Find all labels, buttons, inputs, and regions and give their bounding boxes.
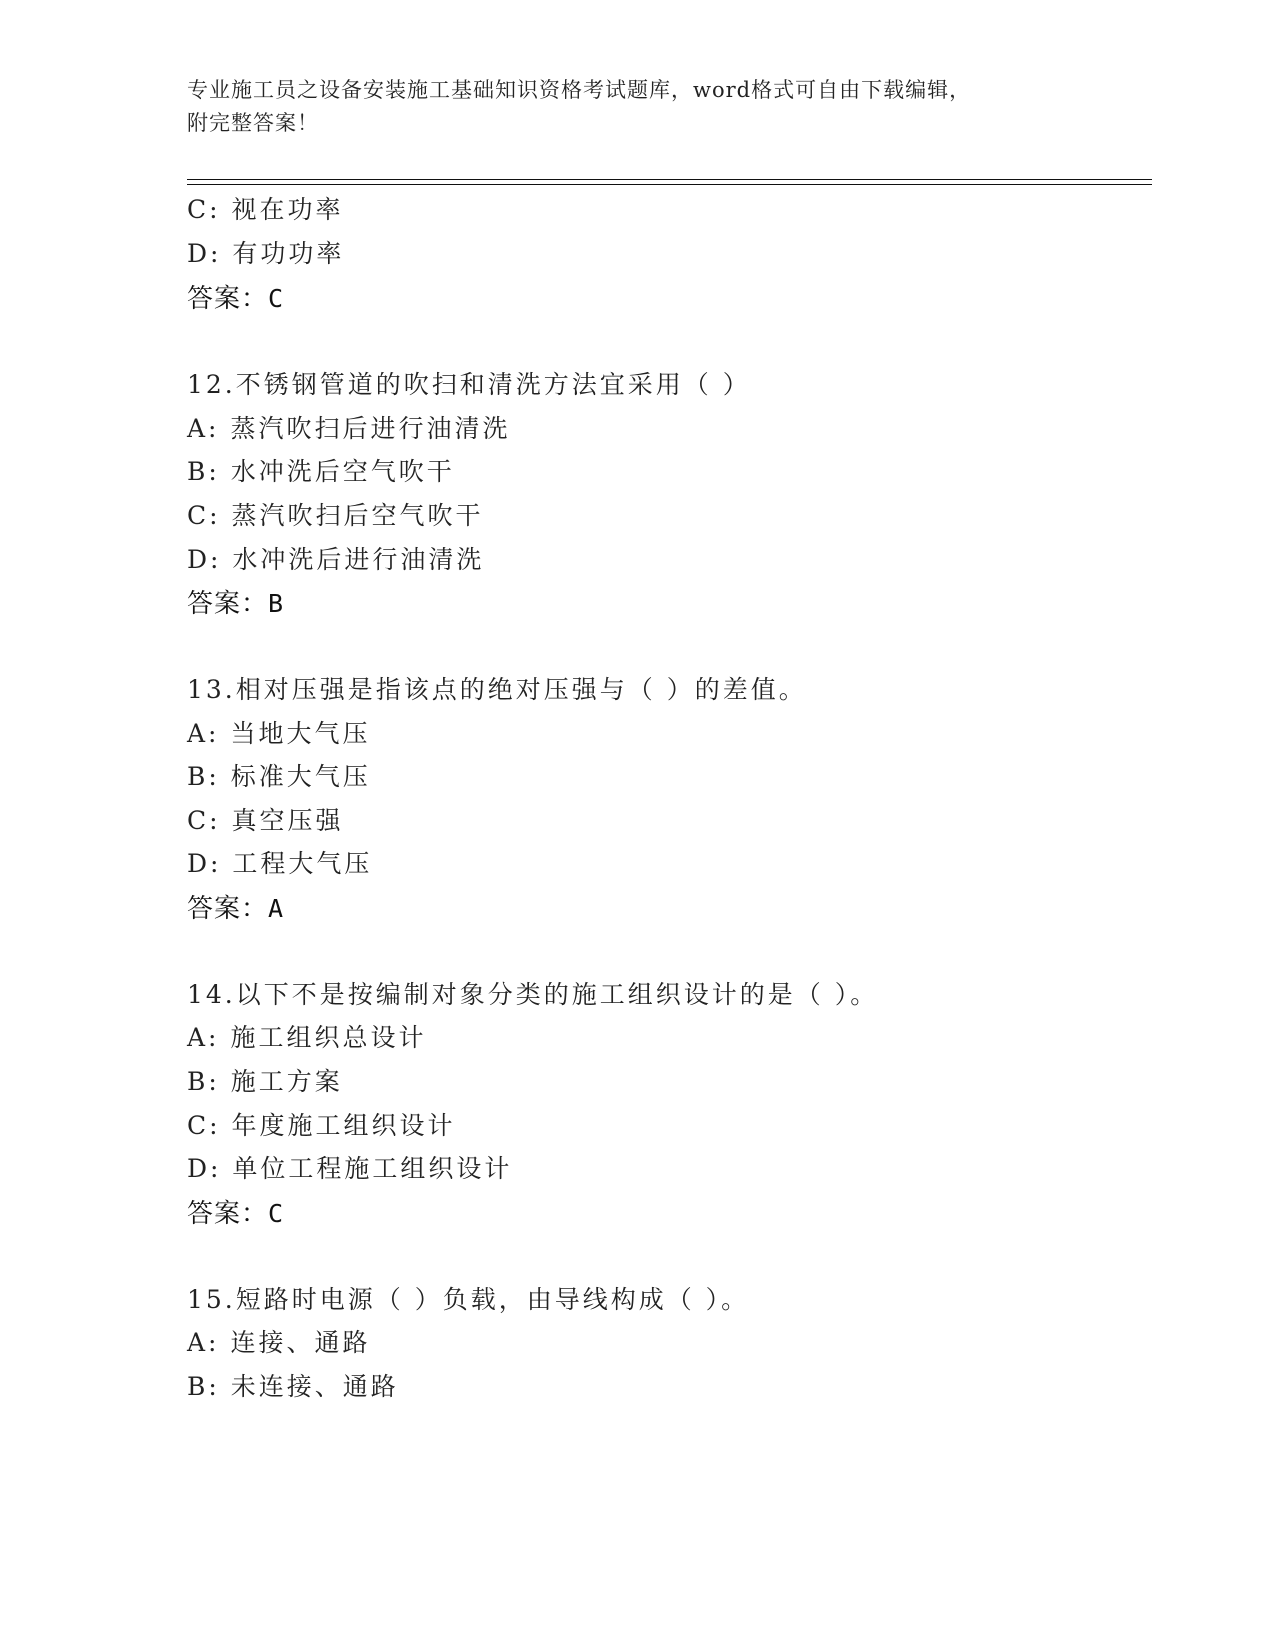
option-line [187,1367,399,1403]
option-key: A: [187,719,220,748]
option-key: D: [187,545,222,574]
option-text: 蒸汽吹扫后空气吹干 [231,501,484,530]
option-text: 单位工程施工组织设计 [232,1154,513,1183]
option-line [187,452,455,488]
option-key: D: [187,1154,222,1183]
option-text: 当地大气压 [230,719,371,748]
option-text: 施工方案 [230,1067,343,1096]
option-text: 未连接、通路 [230,1372,399,1401]
option-key: B: [187,457,220,486]
option-key: A: [187,414,220,443]
option-line [187,714,370,750]
option-key: C: [187,806,221,835]
answer-value: A [268,894,285,923]
option-text: 视在功率 [231,195,344,224]
option-key: A: [187,1328,220,1357]
option-line [187,234,344,270]
question-stem: 15.短路时电源（ ）负载，由导线构成（ ）。 [187,1285,750,1314]
option-text: 水冲洗后空气吹干 [230,457,455,486]
option-key: D: [187,239,222,268]
answer-value: C [268,284,285,313]
option-text: 有功功率 [232,239,345,268]
answer-label: 答案： [187,894,269,924]
option-line [187,801,344,837]
option-text: 施工组织总设计 [230,1023,427,1052]
option-key: C: [187,195,221,224]
option-text: 真空压强 [231,806,344,835]
option-key: C: [187,501,221,530]
option-line [187,496,484,532]
option-line [187,1149,512,1185]
option-line [187,844,372,880]
option-line [187,1323,370,1359]
document-header [187,74,1067,140]
answer-value: C [268,1199,285,1228]
header-line-1: 专业施工员之设备安装施工基础知识资格考试题库，word格式可自由下载编辑， [187,78,972,102]
option-text: 标准大气压 [230,762,371,791]
answer-label: 答案： [187,1199,269,1229]
answer-label: 答案： [187,589,269,619]
option-key: B: [187,1067,220,1096]
header-line-2: 附完整答案！ [187,111,319,135]
option-line [187,409,510,445]
option-key: D: [187,849,222,878]
option-text: 工程大气压 [232,849,373,878]
option-key: B: [187,1372,220,1401]
question-stem: 14.以下不是按编制对象分类的施工组织设计的是（ ）。 [187,980,879,1009]
answer-label: 答案： [187,284,269,314]
option-text: 水冲洗后进行油清洗 [232,545,485,574]
option-key: A: [187,1023,220,1052]
option-key: B: [187,762,220,791]
question-stem: 13.相对压强是指该点的绝对压强与（ ）的差值。 [187,675,807,704]
answer-line [187,583,284,620]
answer-value: B [268,589,285,618]
option-line [187,1106,456,1142]
answer-line [187,1193,284,1230]
header-divider-bottom [187,184,1152,185]
option-line [187,1062,343,1098]
option-line [187,757,371,793]
option-text: 年度施工组织设计 [231,1111,456,1140]
option-line [187,1018,426,1054]
option-key: C: [187,1111,221,1140]
option-line [187,540,484,576]
option-text: 连接、通路 [230,1328,371,1357]
option-line [187,190,344,226]
question-stem: 12.不锈钢管道的吹扫和清洗方法宜采用（ ） [187,370,751,399]
option-text: 蒸汽吹扫后进行油清洗 [230,414,511,443]
answer-line [187,888,284,925]
header-divider-top [187,179,1152,180]
answer-line [187,278,284,315]
